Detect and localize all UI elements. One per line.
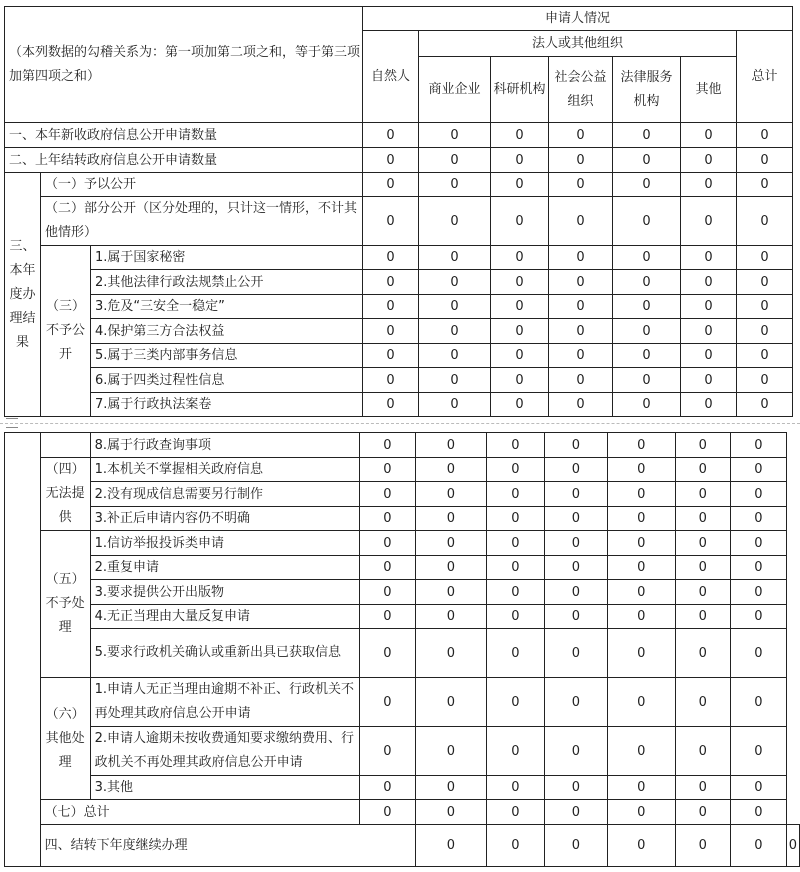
table-row — [5, 197, 793, 246]
value-cell-total: 0 — [737, 173, 793, 197]
value-cell-legal-service: 0 — [608, 507, 675, 531]
value-cell-commercial: 0 — [415, 482, 486, 507]
value-cell-natural-person: 0 — [363, 393, 419, 417]
table-row — [5, 458, 800, 482]
value-cell-research: 0 — [487, 800, 545, 825]
value-cell-legal-service: 0 — [608, 531, 675, 556]
value-cell-social: 0 — [544, 433, 607, 458]
value-cell-natural-person: 0 — [360, 482, 416, 507]
value-cell-other: 0 — [731, 825, 787, 867]
value-cell-legal-service: 0 — [613, 368, 681, 393]
value-cell-commercial: 0 — [419, 148, 491, 173]
value-cell-other: 0 — [675, 458, 731, 482]
value-cell-commercial: 0 — [415, 800, 486, 825]
group-continued-blank — [5, 433, 41, 867]
header-legal-group: 法人或其他组织 — [419, 31, 737, 57]
value-cell-natural-person: 0 — [360, 531, 416, 556]
row-label: （七）总计 — [40, 800, 359, 825]
row-label: 4.保护第三方合法权益 — [91, 319, 363, 344]
value-cell-total: 0 — [731, 678, 787, 727]
value-cell-social: 0 — [544, 531, 607, 556]
value-cell-total: 0 — [731, 800, 787, 825]
value-cell-total: 0 — [731, 580, 787, 605]
value-cell-social: 0 — [549, 344, 613, 368]
value-cell-social: 0 — [544, 458, 607, 482]
value-cell-research: 0 — [487, 629, 545, 678]
value-cell-other: 0 — [675, 776, 731, 800]
value-cell-legal-service: 0 — [608, 580, 675, 605]
value-cell-social: 0 — [549, 270, 613, 295]
value-cell-total: 0 — [731, 458, 787, 482]
value-cell-total: 0 — [737, 270, 793, 295]
table-row — [5, 270, 793, 295]
value-cell-commercial: 0 — [419, 344, 491, 368]
page-break — [0, 416, 800, 430]
value-cell-other: 0 — [675, 531, 731, 556]
row-label: 1.属于国家秘密 — [91, 246, 363, 270]
value-cell-natural-person: 0 — [363, 319, 419, 344]
value-cell-commercial: 0 — [419, 173, 491, 197]
value-cell-other: 0 — [681, 368, 737, 393]
value-cell-commercial: 0 — [415, 531, 486, 556]
table-row — [5, 727, 800, 776]
value-cell-research: 0 — [491, 148, 549, 173]
value-cell-commercial: 0 — [415, 629, 486, 678]
value-cell-social: 0 — [544, 678, 607, 727]
value-cell-total: 0 — [786, 825, 799, 867]
value-cell-social: 0 — [549, 295, 613, 319]
value-cell-social: 0 — [544, 507, 607, 531]
value-cell-commercial: 0 — [419, 319, 491, 344]
value-cell-commercial: 0 — [419, 368, 491, 393]
value-cell-research: 0 — [487, 776, 545, 800]
value-cell-legal-service: 0 — [613, 344, 681, 368]
value-cell-total: 0 — [731, 629, 787, 678]
table-row — [5, 433, 800, 458]
table-row — [5, 507, 800, 531]
value-cell-other: 0 — [681, 148, 737, 173]
value-cell-natural-person: 0 — [363, 123, 419, 148]
value-cell-legal-service: 0 — [608, 800, 675, 825]
row-label: （二）部分公开（区分处理的，只计这一情形，不计其他情形） — [41, 197, 363, 246]
statistics-table-part1 — [4, 6, 793, 417]
value-cell-social: 0 — [549, 173, 613, 197]
row-label: 1.信访举报投诉类申请 — [90, 531, 360, 556]
value-cell-other: 0 — [681, 270, 737, 295]
value-cell-other: 0 — [675, 433, 731, 458]
value-cell-social: 0 — [608, 825, 675, 867]
value-cell-commercial: 0 — [415, 727, 486, 776]
value-cell-legal-service: 0 — [613, 319, 681, 344]
value-cell-total: 0 — [737, 295, 793, 319]
row-label: 7.属于行政执法案卷 — [91, 393, 363, 417]
table-row — [5, 531, 800, 556]
value-cell-legal-service: 0 — [613, 148, 681, 173]
value-cell-research: 0 — [487, 580, 545, 605]
table-row — [5, 678, 800, 727]
value-cell-total: 0 — [731, 482, 787, 507]
value-cell-commercial: 0 — [419, 393, 491, 417]
row-label: 二、上年结转政府信息公开申请数量 — [5, 148, 363, 173]
value-cell-research: 0 — [487, 482, 545, 507]
group-not-processed: （五）不予处理 — [40, 531, 90, 678]
value-cell-commercial: 0 — [419, 270, 491, 295]
value-cell-other: 0 — [675, 580, 731, 605]
value-cell-other: 0 — [675, 678, 731, 727]
table-row — [5, 556, 800, 580]
value-cell-natural-person: 0 — [363, 246, 419, 270]
value-cell-legal-service: 0 — [613, 270, 681, 295]
value-cell-legal-service: 0 — [675, 825, 731, 867]
value-cell-natural-person: 0 — [415, 825, 486, 867]
header-applicant-situation: 申请人情况 — [363, 7, 793, 31]
table-row — [5, 123, 793, 148]
value-cell-total: 0 — [737, 197, 793, 246]
row-label: 8.属于行政查询事项 — [90, 433, 360, 458]
value-cell-social: 0 — [549, 197, 613, 246]
value-cell-commercial: 0 — [415, 507, 486, 531]
group-continued-blank2 — [40, 433, 90, 458]
value-cell-legal-service: 0 — [608, 458, 675, 482]
value-cell-other: 0 — [681, 344, 737, 368]
table-row — [5, 148, 793, 173]
value-cell-natural-person: 0 — [360, 776, 416, 800]
table-row — [5, 319, 793, 344]
value-cell-natural-person: 0 — [360, 433, 416, 458]
value-cell-commercial: 0 — [415, 433, 486, 458]
table-row — [5, 368, 793, 393]
value-cell-other: 0 — [681, 393, 737, 417]
value-cell-research: 0 — [487, 458, 545, 482]
value-cell-other: 0 — [681, 246, 737, 270]
value-cell-commercial: 0 — [415, 678, 486, 727]
value-cell-total: 0 — [737, 246, 793, 270]
value-cell-research: 0 — [491, 246, 549, 270]
value-cell-legal-service: 0 — [608, 678, 675, 727]
value-cell-other: 0 — [681, 295, 737, 319]
value-cell-social: 0 — [549, 246, 613, 270]
value-cell-research: 0 — [487, 678, 545, 727]
group-other-processing: （六）其他处理 — [40, 678, 90, 800]
value-cell-natural-person: 0 — [363, 197, 419, 246]
value-cell-natural-person: 0 — [363, 173, 419, 197]
table-move-handle-icon[interactable] — [6, 418, 18, 428]
value-cell-total: 0 — [737, 393, 793, 417]
value-cell-natural-person: 0 — [360, 629, 416, 678]
value-cell-total: 0 — [731, 776, 787, 800]
value-cell-social: 0 — [549, 393, 613, 417]
table-row — [5, 482, 800, 507]
table-row — [5, 295, 793, 319]
value-cell-other: 0 — [675, 629, 731, 678]
value-cell-commercial: 0 — [487, 825, 545, 867]
row-label: 3.危及“三安全一稳定” — [91, 295, 363, 319]
value-cell-legal-service: 0 — [608, 727, 675, 776]
value-cell-commercial: 0 — [419, 123, 491, 148]
value-cell-total: 0 — [731, 556, 787, 580]
value-cell-social: 0 — [544, 605, 607, 629]
value-cell-natural-person: 0 — [360, 678, 416, 727]
value-cell-natural-person: 0 — [360, 556, 416, 580]
header-other: 其他 — [681, 57, 737, 123]
value-cell-research: 0 — [491, 344, 549, 368]
value-cell-commercial: 0 — [415, 605, 486, 629]
value-cell-legal-service: 0 — [613, 173, 681, 197]
value-cell-legal-service: 0 — [608, 605, 675, 629]
table-row — [5, 580, 800, 605]
value-cell-research: 0 — [487, 556, 545, 580]
value-cell-legal-service: 0 — [608, 629, 675, 678]
value-cell-commercial: 0 — [419, 246, 491, 270]
value-cell-other: 0 — [681, 173, 737, 197]
value-cell-other: 0 — [675, 727, 731, 776]
value-cell-natural-person: 0 — [360, 800, 416, 825]
value-cell-commercial: 0 — [419, 295, 491, 319]
row-label: 2.申请人逾期未按收费通知要求缴纳费用、行政机关不再处理其政府信息公开申请 — [90, 727, 360, 776]
value-cell-research: 0 — [491, 368, 549, 393]
table-row — [5, 173, 793, 197]
value-cell-total: 0 — [737, 123, 793, 148]
value-cell-research: 0 — [491, 197, 549, 246]
value-cell-legal-service: 0 — [613, 197, 681, 246]
row-label: 一、本年新收政府信息公开申请数量 — [5, 123, 363, 148]
table-row — [5, 605, 800, 629]
header-total: 总计 — [737, 31, 793, 123]
row-label: （一）予以公开 — [41, 173, 363, 197]
value-cell-legal-service: 0 — [608, 556, 675, 580]
table-row — [5, 800, 800, 825]
value-cell-legal-service: 0 — [613, 123, 681, 148]
value-cell-social: 0 — [544, 800, 607, 825]
table-row — [5, 344, 793, 368]
row-label: 3.其他 — [90, 776, 360, 800]
value-cell-natural-person: 0 — [363, 368, 419, 393]
value-cell-legal-service: 0 — [613, 295, 681, 319]
value-cell-natural-person: 0 — [360, 458, 416, 482]
value-cell-social: 0 — [544, 727, 607, 776]
value-cell-total: 0 — [731, 531, 787, 556]
header-social: 社会公益组织 — [549, 57, 613, 123]
row-label: 四、结转下年度继续办理 — [40, 825, 415, 867]
row-label: 1.本机关不掌握相关政府信息 — [90, 458, 360, 482]
group-not-disclosed: （三）不予公开 — [41, 246, 91, 417]
statistics-table-part2 — [4, 432, 800, 867]
value-cell-other: 0 — [681, 123, 737, 148]
header-commercial: 商业企业 — [419, 57, 491, 123]
value-cell-legal-service: 0 — [608, 433, 675, 458]
value-cell-research: 0 — [544, 825, 607, 867]
value-cell-total: 0 — [737, 148, 793, 173]
value-cell-natural-person: 0 — [360, 727, 416, 776]
table-row — [5, 776, 800, 800]
value-cell-research: 0 — [491, 123, 549, 148]
value-cell-research: 0 — [491, 319, 549, 344]
value-cell-social: 0 — [549, 368, 613, 393]
value-cell-other: 0 — [681, 197, 737, 246]
value-cell-natural-person: 0 — [360, 605, 416, 629]
value-cell-social: 0 — [544, 482, 607, 507]
header-legal-service: 法律服务机构 — [613, 57, 681, 123]
row-label: 2.其他法律行政法规禁止公开 — [91, 270, 363, 295]
value-cell-natural-person: 0 — [363, 344, 419, 368]
value-cell-social: 0 — [544, 580, 607, 605]
value-cell-total: 0 — [731, 507, 787, 531]
table-row — [5, 246, 793, 270]
row-label: 6.属于四类过程性信息 — [91, 368, 363, 393]
row-label: 3.要求提供公开出版物 — [90, 580, 360, 605]
value-cell-total: 0 — [737, 344, 793, 368]
row-label: 4.无正当理由大量反复申请 — [90, 605, 360, 629]
row-label: 2.没有现成信息需要另行制作 — [90, 482, 360, 507]
value-cell-commercial: 0 — [415, 458, 486, 482]
value-cell-total: 0 — [731, 727, 787, 776]
value-cell-total: 0 — [737, 319, 793, 344]
group-annual-result: 三、本年度办理结果 — [5, 173, 41, 417]
table-row — [5, 629, 800, 678]
row-label: 3.补正后申请内容仍不明确 — [90, 507, 360, 531]
header-natural-person: 自然人 — [363, 31, 419, 123]
value-cell-other: 0 — [675, 800, 731, 825]
value-cell-natural-person: 0 — [360, 580, 416, 605]
value-cell-commercial: 0 — [419, 197, 491, 246]
value-cell-research: 0 — [487, 433, 545, 458]
value-cell-commercial: 0 — [415, 556, 486, 580]
table-row — [5, 393, 793, 417]
header-note: （本列数据的勾稽关系为：第一项加第二项之和，等于第三项加第四项之和） — [5, 7, 363, 123]
value-cell-other: 0 — [675, 556, 731, 580]
value-cell-natural-person: 0 — [363, 270, 419, 295]
value-cell-other: 0 — [681, 319, 737, 344]
value-cell-social: 0 — [544, 629, 607, 678]
value-cell-legal-service: 0 — [613, 393, 681, 417]
value-cell-research: 0 — [491, 393, 549, 417]
value-cell-commercial: 0 — [415, 776, 486, 800]
value-cell-natural-person: 0 — [363, 148, 419, 173]
value-cell-total: 0 — [731, 433, 787, 458]
value-cell-legal-service: 0 — [613, 246, 681, 270]
value-cell-research: 0 — [487, 507, 545, 531]
value-cell-research: 0 — [491, 173, 549, 197]
row-label: 5.属于三类内部事务信息 — [91, 344, 363, 368]
value-cell-commercial: 0 — [415, 580, 486, 605]
row-label: 5.要求行政机关确认或重新出具已获取信息 — [90, 629, 360, 678]
value-cell-legal-service: 0 — [608, 776, 675, 800]
row-label: 2.重复申请 — [90, 556, 360, 580]
value-cell-research: 0 — [491, 295, 549, 319]
value-cell-social: 0 — [549, 148, 613, 173]
table-row — [5, 825, 800, 867]
group-unable-provide: （四）无法提供 — [40, 458, 90, 531]
value-cell-other: 0 — [675, 605, 731, 629]
value-cell-social: 0 — [544, 776, 607, 800]
value-cell-research: 0 — [487, 605, 545, 629]
value-cell-total: 0 — [737, 368, 793, 393]
value-cell-other: 0 — [675, 507, 731, 531]
header-research: 科研机构 — [491, 57, 549, 123]
value-cell-research: 0 — [487, 531, 545, 556]
value-cell-research: 0 — [491, 270, 549, 295]
value-cell-natural-person: 0 — [363, 295, 419, 319]
value-cell-legal-service: 0 — [608, 482, 675, 507]
value-cell-social: 0 — [549, 123, 613, 148]
value-cell-social: 0 — [549, 319, 613, 344]
value-cell-social: 0 — [544, 556, 607, 580]
value-cell-other: 0 — [675, 482, 731, 507]
value-cell-natural-person: 0 — [360, 507, 416, 531]
value-cell-total: 0 — [731, 605, 787, 629]
value-cell-research: 0 — [487, 727, 545, 776]
row-label: 1.申请人无正当理由逾期不补正、行政机关不再处理其政府信息公开申请 — [90, 678, 360, 727]
